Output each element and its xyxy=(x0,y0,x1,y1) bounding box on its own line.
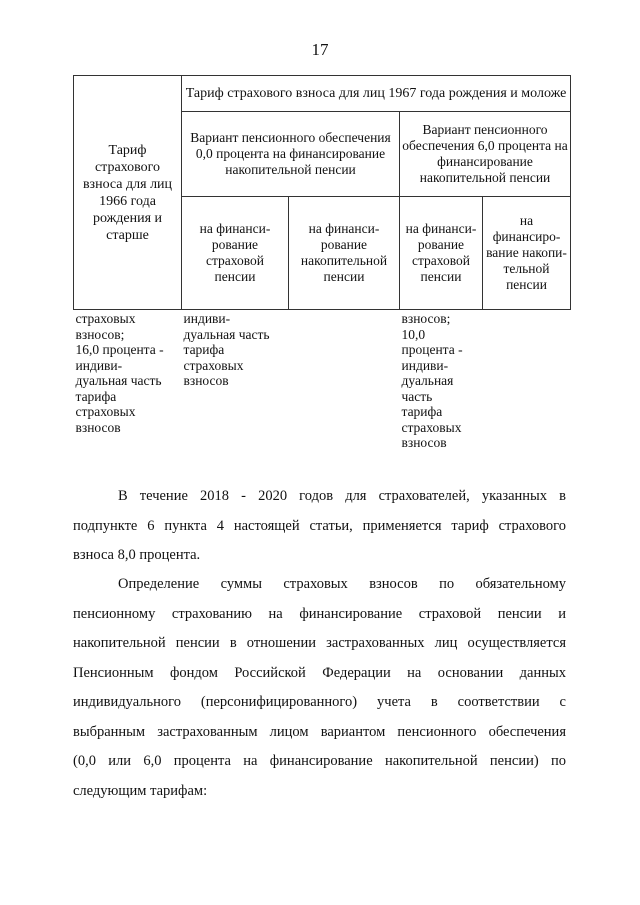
cell-line: тарифа xyxy=(183,342,225,357)
paragraph-2 xyxy=(73,570,566,806)
cell-line: страховых xyxy=(401,419,462,435)
cell-line: взносов; xyxy=(401,311,451,326)
table-cell-2 xyxy=(289,310,400,452)
cell-line: взносов xyxy=(75,419,121,435)
cell-line: тарифа xyxy=(401,404,443,419)
cell-line: страховых xyxy=(183,357,244,373)
cell-line: страховых xyxy=(75,404,136,419)
cell-line: индиви- xyxy=(401,357,449,373)
paragraph-2-line: накопительной пенсии в отношении застрахованных лиц осуществляется xyxy=(73,635,566,651)
col-header-1: на финанси-рование страховой пенсии xyxy=(182,197,289,310)
paragraph-2-line: следующим тарифам: xyxy=(73,782,208,799)
col-header-2: на финанси-рование накопительной пенсии xyxy=(289,197,400,310)
paragraph-1-line: подпункте 6 пункта 4 настоящей статьи, применяется тариф страхового xyxy=(73,517,566,534)
table-cell-0 xyxy=(74,310,182,452)
cell-line: взносов; xyxy=(75,326,125,342)
cell-line: тарифа xyxy=(75,388,117,404)
cell-line: дуальная xyxy=(401,373,454,388)
paragraph-2-line: Определение суммы страховых взносов по обязательному xyxy=(118,576,566,592)
group-header: Тариф страхового взноса для лиц 1967 года рождения и моложе xyxy=(182,76,571,112)
col-header-4: на финансиро-вание накопи-тельной пенсии xyxy=(483,197,571,310)
cell-line: часть xyxy=(401,388,433,404)
cell-line: 10,0 xyxy=(401,326,426,342)
cell-line: процента - xyxy=(401,342,463,357)
cell-line: дуальная часть xyxy=(75,373,162,388)
paragraph-1-line: взноса 8,0 процента. xyxy=(73,547,201,563)
paragraph-1-line: В течение 2018 - 2020 годов для страхователей, указанных в xyxy=(118,488,566,504)
cell-line: 16,0 процента - xyxy=(75,342,164,357)
variant-60-header: Вариант пенсионного обеспечения 6,0 процента на финансирование накопительной пенсии xyxy=(400,112,571,197)
table-cell-4 xyxy=(483,310,571,452)
table-cell-3 xyxy=(400,310,483,452)
cell-line: индиви- xyxy=(75,357,123,373)
paragraph-2-line: пенсионному страхованию на финансирование страховой пенсии и xyxy=(73,605,566,622)
variant-00-header: Вариант пенсионного обеспечения 0,0 процента на финансирование накопительной пенсии xyxy=(182,112,400,197)
cell-line: страховых xyxy=(75,311,136,326)
cell-line: индиви- xyxy=(183,311,231,326)
paragraph-2-line: выбранным застрахованным лицом вариантом пенсионного обеспечения xyxy=(73,723,566,740)
paragraph-2-line: индивидуального (персонифицированного) учета в соответствии с xyxy=(73,694,566,710)
table-cell-1 xyxy=(182,310,289,452)
stub-header: Тариф страхового взноса для лиц 1966 года рождения и старше xyxy=(74,76,182,310)
cell-line: дуальная часть xyxy=(183,326,270,342)
paragraph-2-line: Пенсионным фондом Российской Федерации на основании данных xyxy=(73,664,566,681)
cell-line: взносов xyxy=(183,373,229,388)
paragraph-1 xyxy=(73,482,566,571)
table-row xyxy=(74,310,571,452)
page-number: 17 xyxy=(311,40,329,59)
cell-line: взносов xyxy=(401,435,447,450)
col-header-3: на финанси-рование страховой пенсии xyxy=(400,197,483,310)
paragraph-2-line: (0,0 или 6,0 процента на финансирование накопительной пенсии) по xyxy=(73,753,566,769)
tariff-table xyxy=(73,75,571,452)
